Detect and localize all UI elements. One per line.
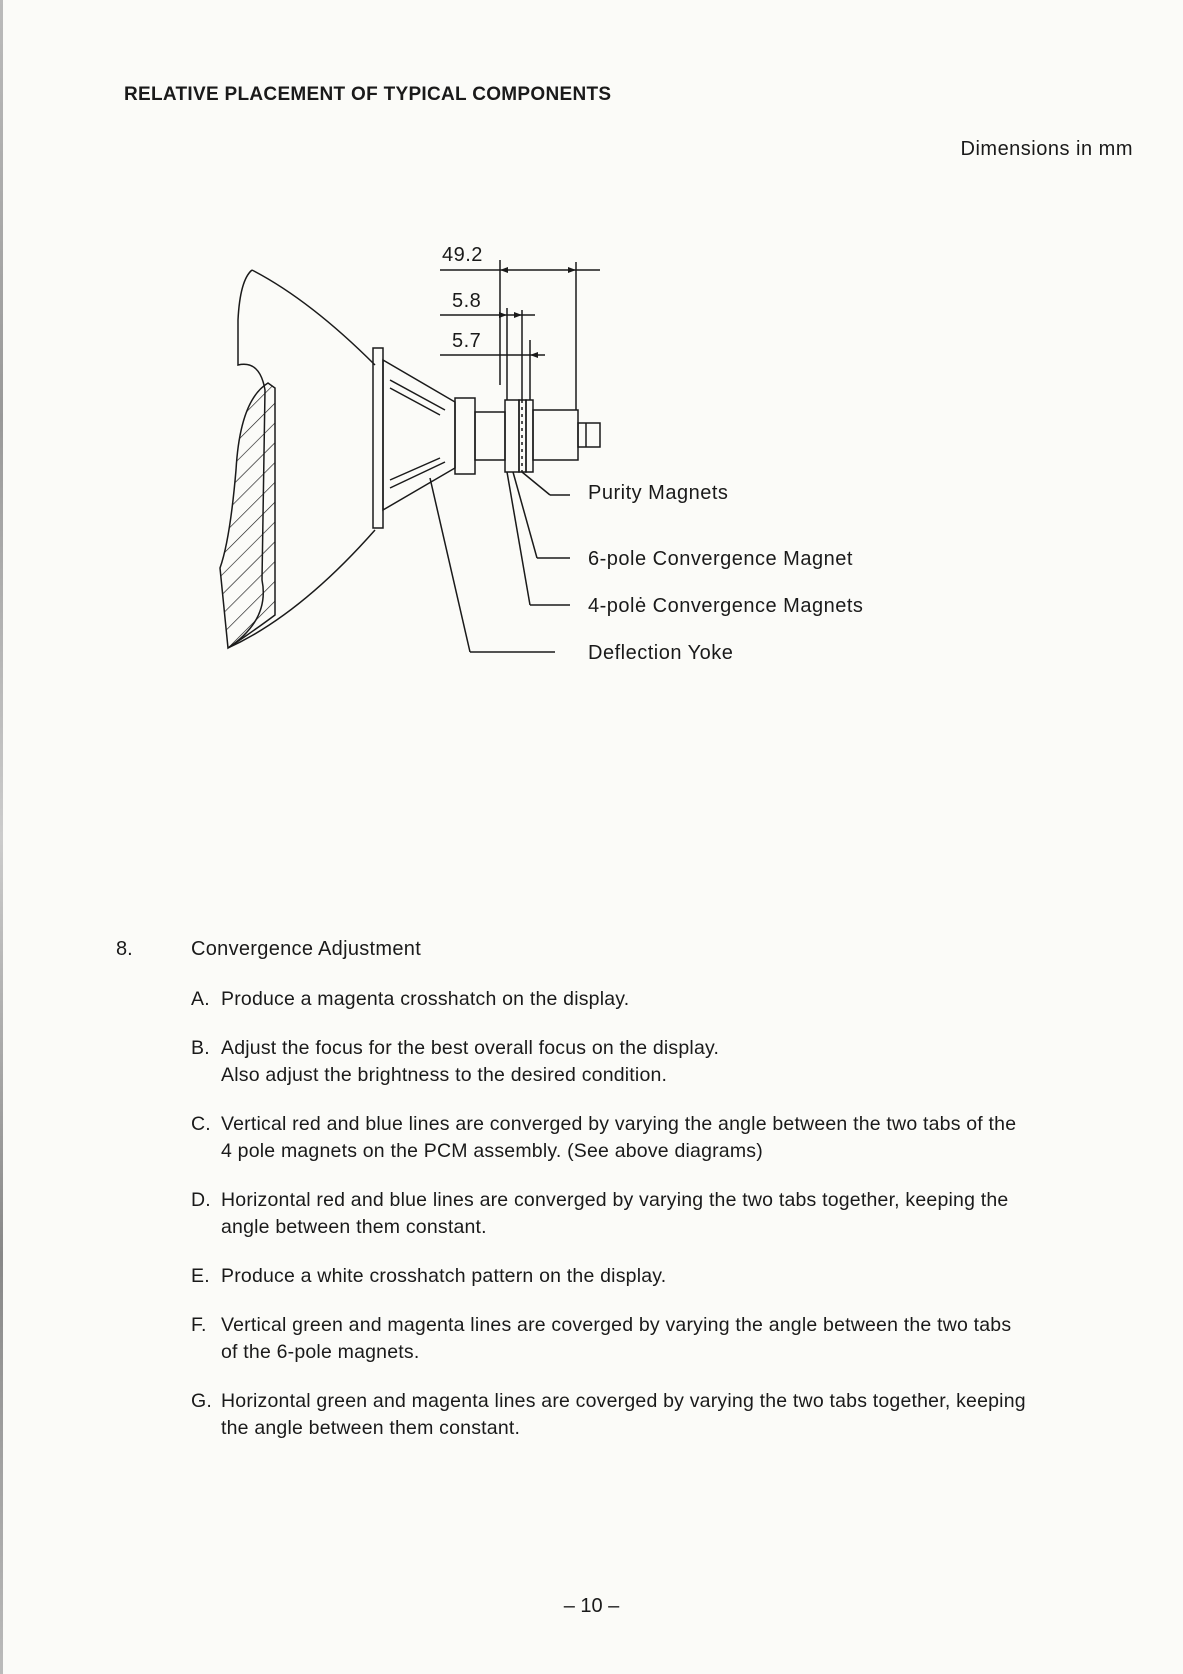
faceplate-hatched [220,383,275,648]
step-letter: A. [191,988,210,1010]
step-text [221,1388,1131,1442]
adjustment-steps [191,986,1131,1464]
step-line: Vertical red and blue lines are converged by varying the angle between the two tabs of the [221,1113,1017,1135]
crt-bell-top [252,270,375,365]
step-letter: B. [191,1037,210,1059]
callout-purity-magnets: Purity Magnets [588,482,729,504]
step-line: Produce a magenta crosshatch on the display. [221,988,630,1010]
dimension-label-49-2: 49.2 [442,244,483,266]
step-line: angle between them constant. [221,1216,487,1238]
step-b [191,1035,1131,1089]
crt-neck [475,412,505,460]
step-letter: D. [191,1189,211,1211]
step-line: Also adjust the brightness to the desired condition. [221,1064,668,1086]
step-letter: G. [191,1390,212,1412]
step-text [221,986,1131,1013]
step-letter: C. [191,1113,211,1135]
step-c [191,1111,1131,1165]
convergence-ring-2 [526,400,533,472]
scan-edge-artifact [0,0,3,1674]
step-line: the angle between them constant. [221,1417,521,1439]
dimension-label-5-8: 5.8 [452,290,482,312]
step-a [191,986,1131,1013]
callout-deflection-yoke: Deflection Yoke [588,642,734,664]
socket-pin [578,423,600,447]
step-text [221,1111,1131,1165]
crt-component-diagram [200,240,920,720]
step-g [191,1388,1131,1442]
step-f [191,1312,1131,1366]
step-line: of the 6-pole magnets. [221,1341,420,1363]
step-e [191,1263,1131,1290]
dimension-label-5-7: 5.7 [452,330,482,352]
step-letter: E. [191,1265,210,1287]
section-number: 8. [116,938,133,960]
step-text [221,1263,1131,1290]
neck-end [533,410,578,460]
page-number: – 10 – [563,1595,620,1617]
yoke-ring [455,398,475,474]
units-note: Dimensions in mm [960,138,1133,160]
step-line: 4 pole magnets on the PCM assembly. (See above diagrams) [221,1140,763,1162]
step-line: Adjust the focus for the best overall focus on the display. [221,1037,720,1059]
step-line: Vertical green and magenta lines are coverged by varying the angle between the two tabs [221,1314,1012,1336]
step-text [221,1035,1131,1089]
step-d [191,1187,1131,1241]
step-text [221,1187,1131,1241]
callout-four-pole-magnets: 4-polė Convergence Magnets [588,595,864,617]
step-letter: F. [191,1314,207,1336]
section-title: Convergence Adjustment [191,938,422,960]
callout-six-pole-magnet: 6-pole Convergence Magnet [588,548,853,570]
page-title: RELATIVE PLACEMENT OF TYPICAL COMPONENTS [124,84,612,105]
step-line: Horizontal green and magenta lines are coverged by varying the two tabs together, keeping [221,1390,1026,1412]
step-line: Produce a white crosshatch pattern on the display. [221,1265,667,1287]
purity-magnet-ring [505,400,519,472]
step-line: Horizontal red and blue lines are converged by varying the two tabs together, keeping the [221,1189,1009,1211]
yoke-flange [373,348,383,528]
step-text [221,1312,1131,1366]
